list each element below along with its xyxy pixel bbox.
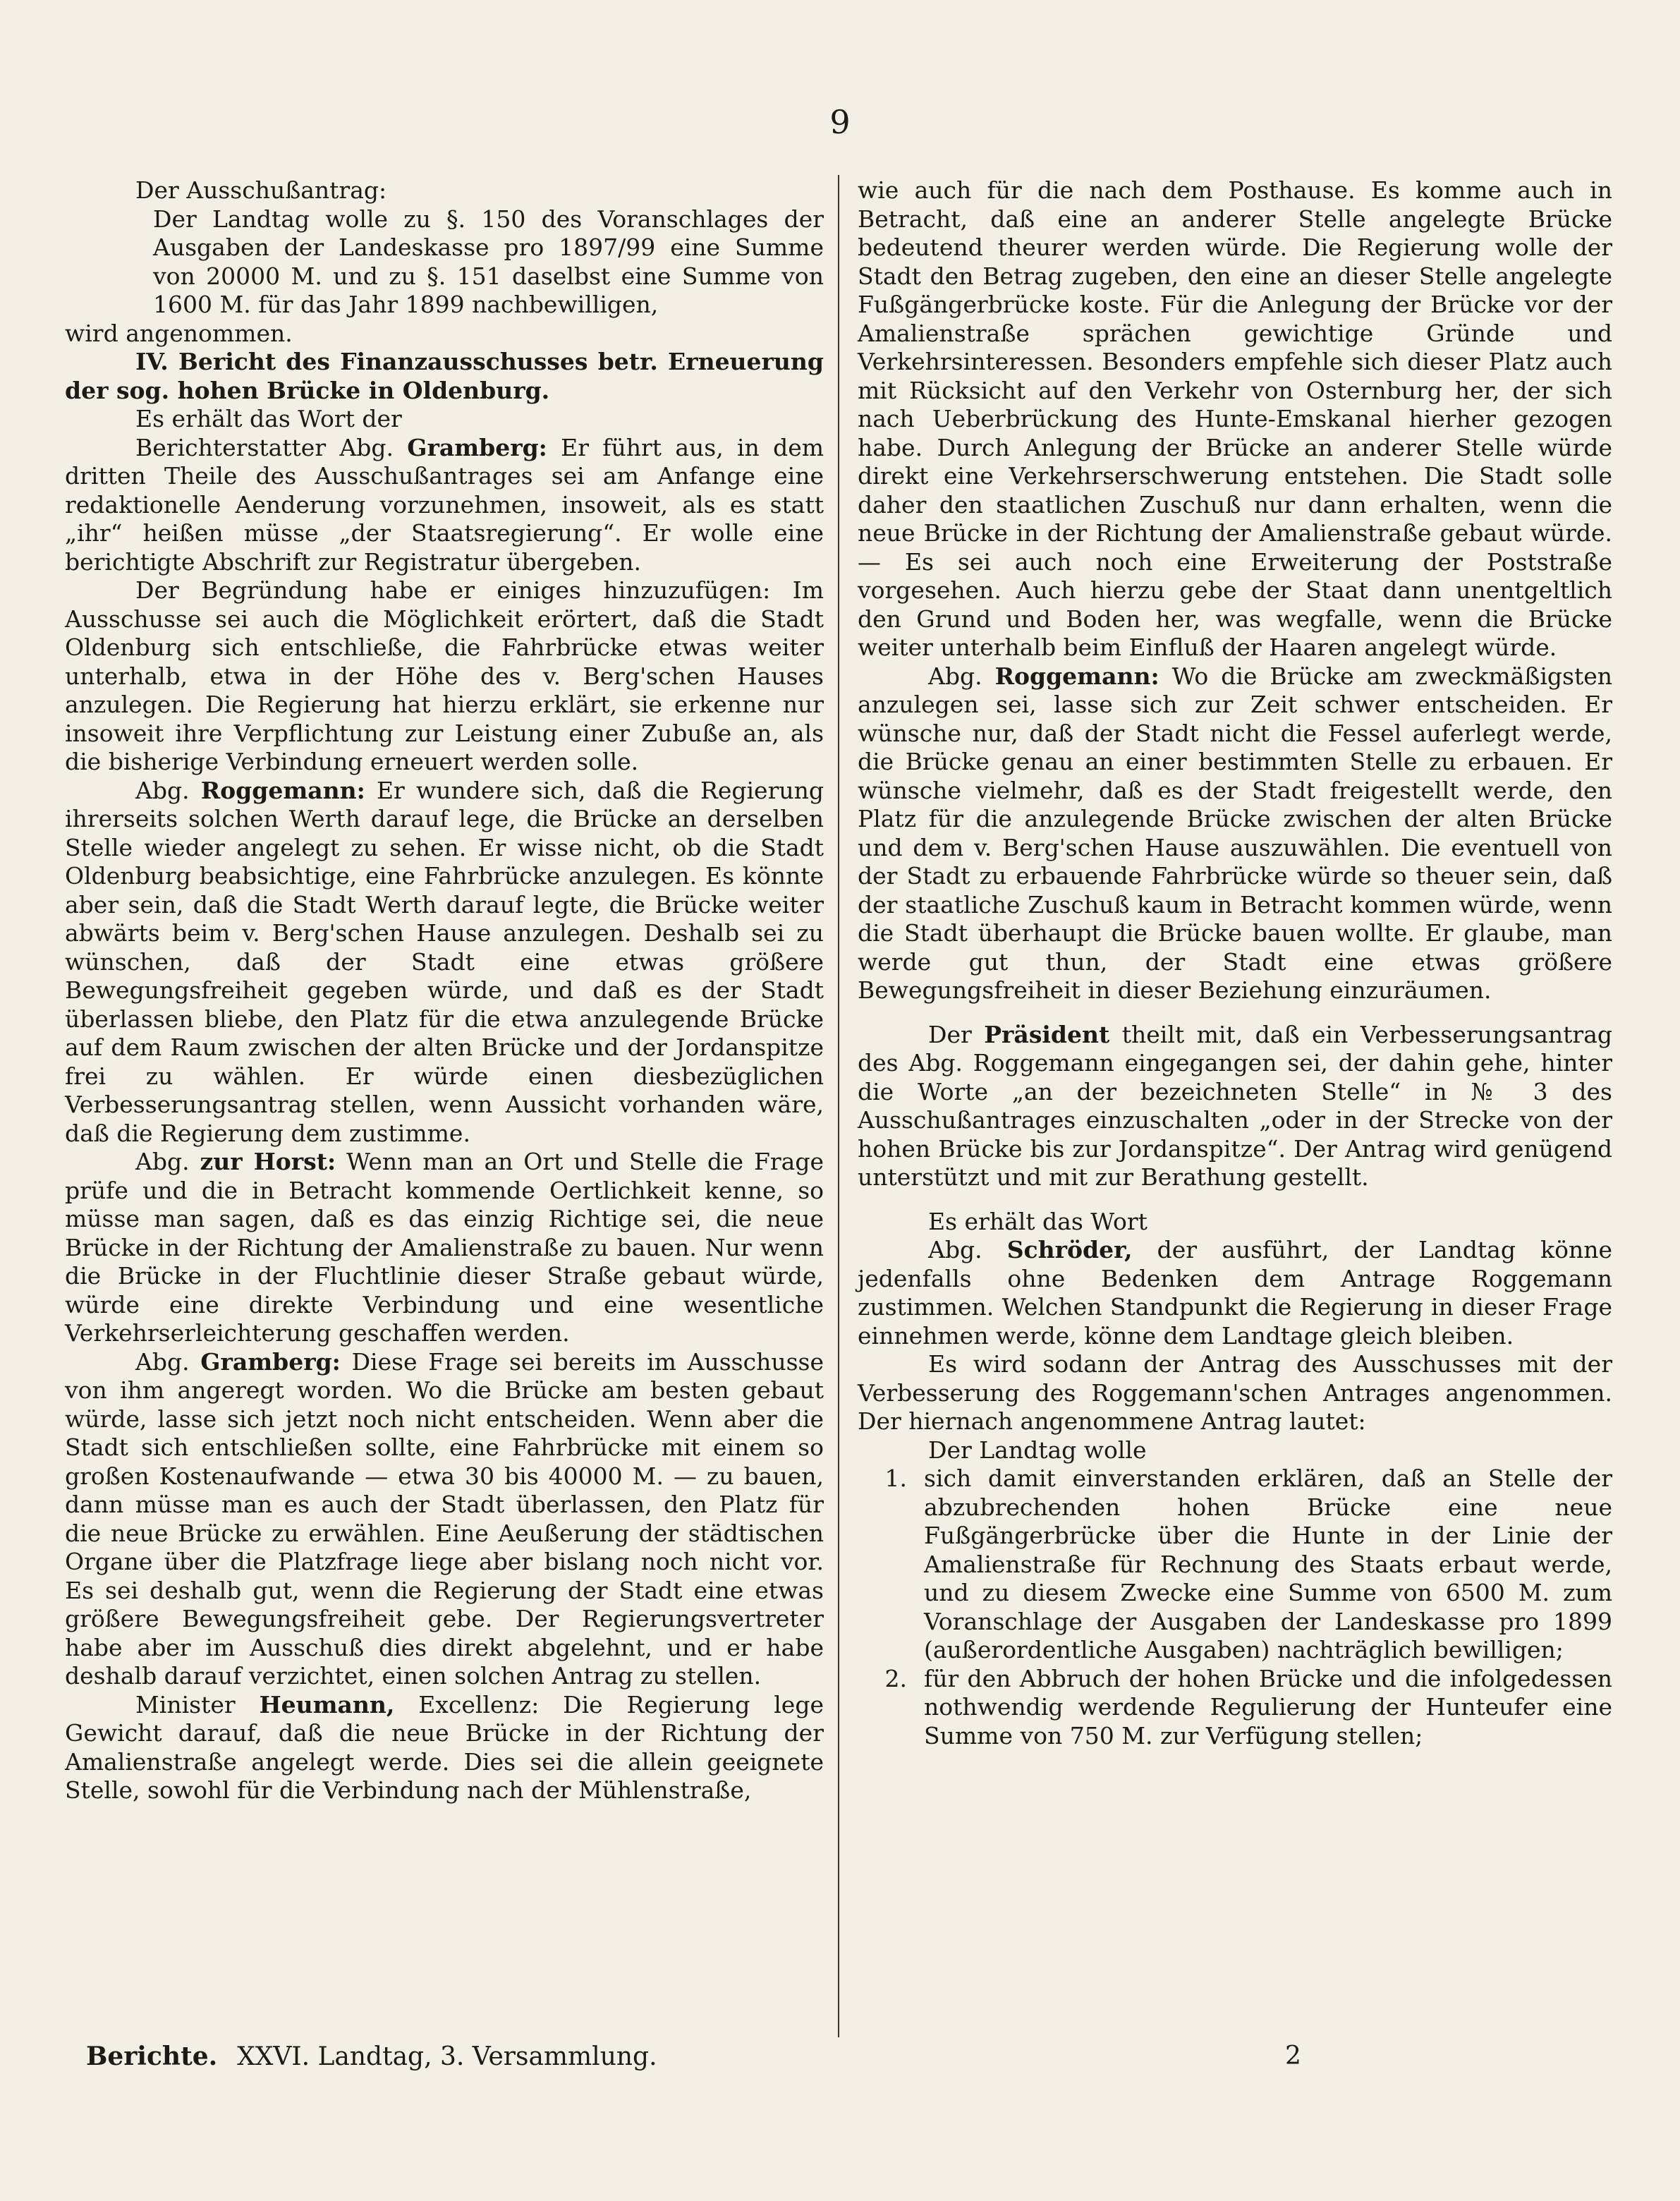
speech-text: theilt mit, daß ein Verbesserungsantrag des Abg. Roggemann eingegangen sei, der dahin gehe, hinter die Worte „an der bezeichneten Stelle“ in № 3 des Ausschußantrages einzuschalten „oder in der Strecke von der hohen Brücke bis zur Jordanspitze“. Der Antrag wird genügend unterstützt und mit zur Berathung gestellt. (858, 1020, 1612, 1191)
resolution-item-text: für den Abbruch der hohen Brücke und die infolgedessen nothwendig werdende Regulierung der Hunteufer eine Summe von 750 M. zur Verfügung stellen; (924, 1664, 1612, 1750)
resolution-item (858, 1665, 1612, 1751)
speaker-title: Abg. (928, 662, 982, 690)
speaker-title: Abg. (928, 1236, 982, 1263)
right-column (858, 176, 1612, 1750)
speaker-name: Roggemann: (200, 776, 365, 804)
speaker-title: Abg. (135, 1347, 190, 1376)
speaker-name: Gramberg: (200, 1347, 341, 1376)
page-number: 9 (829, 103, 851, 141)
speaker-title: Minister (135, 1690, 236, 1718)
footer-label: Berichte. (86, 2042, 218, 2071)
speaker-name: Schröder, (1006, 1236, 1133, 1263)
paragraph: Der Begründung habe er einiges hinzuzufügen: Im Ausschusse sei auch die Möglichkeit erörtert, daß die Stadt Oldenburg sich entschließe, die Fahrbrücke etwas weiter unterhalb, etwa in der Höhe des v. Berg'schen Hauses anzulegen. Die Regierung hat hierzu erklärt, sie erkenne nur insoweit ihre Verpflichtung zur Leistung einer Zubuße an, als die bisherige Verbindung erneuert werden solle. (65, 576, 824, 775)
column-divider (838, 175, 839, 2037)
speech-text: Wo die Brücke am zweckmäßigsten anzulegen sei, lasse sich zur Zeit schwer entscheiden. Er wünsche nur, daß der Stadt nicht die Fessel auferlegt werde, die Brücke genau an einer bestimmten Stelle zu erbauen. Er wünsche vielmehr, daß es der Stadt freigestellt werde, den Platz für die anzulegende Brücke zwischen der alten Brücke und dem v. Berg'schen Hause auszuwählen. Die eventuell von der Stadt zu erbauende Fahrbrücke würde so theuer sein, daß der staatliche Zuschuß kaum in Betracht kommen würde, wenn die Stadt überhaupt die Brücke bauen wollte. Er glaube, man werde gut thun, der Stadt eine etwas größere Bewegungsfreiheit in dieser Beziehung einzuräumen. (858, 662, 1612, 1004)
paragraph: Es erhält das Wort der (135, 405, 402, 432)
paragraph-gap (858, 1005, 1612, 1021)
paragraph (858, 1236, 1612, 1350)
resolution-item-text: sich damit einverstanden erklären, daß an Stelle der abzubrechenden hohen Brücke eine neue Fußgängerbrücke über die Hunte in der Linie der Amalienstraße für Rechnung des Staats erbaut werde, und zu diesem Zwecke eine Summe von 6500 M. zum Voranschlage der Ausgaben der Landeskasse pro 1899 (außerordentliche Ausgaben) nachträglich bewilligen; (924, 1465, 1612, 1663)
footer-signature: 2 (1285, 2042, 1301, 2070)
speaker-title: Berichterstatter Abg. (135, 433, 394, 461)
speaker-name: Gramberg: (407, 433, 547, 461)
paragraph: Der Landtag wolle zu §. 150 des Voranschlages der Ausgaben der Landeskasse pro 1897/99 eine Summe von 20000 M. und zu §. 151 daselbst eine Summe von 1600 M. für das Jahr 1899 nachbewilligen, (153, 205, 824, 318)
speaker-title: Abg. (135, 776, 190, 804)
speaker-title: Abg. (135, 1148, 190, 1175)
speech-text: Excellenz: Die Regierung lege Gewicht darauf, daß die neue Brücke in der Richtung der Amalienstraße angelegt werde. Dies sei die allein geeignete Stelle, sowohl für die Verbindung nach der Mühlenstraße, (65, 1690, 824, 1804)
resolution-item-number: 1. (884, 1465, 907, 1492)
speaker-name: zur Horst: (200, 1148, 336, 1175)
footer-session: XXVI. Landtag, 3. Versammlung. (237, 2042, 657, 2071)
left-column (65, 176, 824, 1805)
speaker-title: Der (928, 1020, 972, 1048)
speech-text: Er führt aus, in dem dritten Theile des Ausschußantrages sei am Anfange eine redaktionelle Aenderung vorzunehmen, insoweit, als es statt „ihr“ heißen müsse „der Staatsregierung“. Er wolle eine berichtigte Abschrift zur Registratur übergeben. (65, 433, 824, 576)
speaker-name: Roggemann: (994, 662, 1159, 690)
paragraph (65, 434, 824, 577)
paragraph: Es wird sodann der Antrag des Ausschusses mit der Verbesserung des Roggemann'schen Antrages angenommen. Der hiernach angenommene Antrag lautet: (858, 1350, 1612, 1435)
right-column-paragraphs (858, 176, 1612, 1465)
paragraph-gap (858, 1192, 1612, 1208)
paragraph (65, 1148, 824, 1348)
paragraph: Der Landtag wolle (928, 1436, 1147, 1464)
paragraph: Der Ausschußantrag: (135, 176, 387, 204)
footer-series (86, 2042, 657, 2071)
speech-text: Er wundere sich, daß die Regierung ihrerseits solchen Werth darauf lege, die Brücke an derselben Stelle wieder angelegt zu sehen. Er wisse nicht, ob die Stadt Oldenburg beabsichtige, eine Fahrbrücke anzulegen. Es könnte aber sein, daß die Stadt Werth darauf legte, die Brücke weiter abwärts beim v. Berg'schen Hause anzulegen. Deshalb sei zu wünschen, daß der Stadt eine etwas größere Bewegungsfreiheit gegeben würde, und daß es der Stadt überlassen bliebe, den Platz für die etwa anzulegende Brücke auf dem Raum zwischen der alten Brücke und der Jordanspitze frei zu wählen. Er würde einen diesbezüglichen Verbesserungsantrag stellen, wenn Aussicht vorhanden wäre, daß die Regierung dem zustimme. (65, 776, 824, 1147)
paragraph (65, 1691, 824, 1805)
speaker-name: Heumann, (259, 1690, 395, 1718)
resolution-item (858, 1465, 1612, 1665)
speaker-name: Präsident (984, 1020, 1110, 1048)
speech-text: der ausführt, der Landtag könne jedenfalls ohne Bedenken dem Antrage Roggemann zustimmen. Welchen Standpunkt die Regierung in dieser Frage einnehmen werde, könne dem Landtage gleich bleiben. (858, 1236, 1612, 1350)
speech-text: Diese Frage sei bereits im Ausschusse von ihm angeregt worden. Wo die Brücke am besten gebaut würde, lasse sich jetzt noch nicht entscheiden. Wenn aber die Stadt sich entschließen sollte, eine Fahrbrücke mit einem so großen Kostenaufwande — etwa 30 bis 40000 M. — zu bauen, dann müsse man es auch der Stadt überlassen, den Platz für die neue Brücke zu erwählen. Eine Aeußerung der städtischen Organe über die Platzfrage liege aber bislang noch nicht vor. Es sei deshalb gut, wenn die Regierung der Stadt eine etwas größere Bewegungsfreiheit gebe. Der Regierungsvertreter habe aber im Ausschuß dies direkt abgelehnt, und er habe deshalb darauf verzichtet, einen solchen Antrag zu stellen. (65, 1347, 824, 1690)
resolution-item-number: 2. (884, 1664, 907, 1692)
paragraph (858, 662, 1612, 1005)
section-heading: IV. Bericht des Finanzausschusses betr. Erneuerung der sog. hohen Brücke in Oldenburg. (65, 348, 824, 404)
speech-text: Wenn man an Ort und Stelle die Frage prüfe und die in Betracht kommende Oertlichkeit kenne, so müsse man sagen, daß es das einzig Richtige sei, die neue Brücke in der Richtung der Amalienstraße zu bauen. Nur wenn die Brücke in der Fluchtlinie dieser Straße gebaut würde, würde eine direkte Verbindung und eine wesentliche Verkehrserleichterung geschaffen werden. (65, 1148, 824, 1347)
paragraph: wird angenommen. (65, 319, 293, 347)
paragraph: Es erhält das Wort (928, 1207, 1148, 1235)
paragraph (858, 1021, 1612, 1192)
paragraph: wie auch für die nach dem Posthause. Es komme auch in Betracht, daß eine an anderer Stelle angelegte Brücke bedeutend theurer werden würde. Die Regierung wolle der Stadt den Betrag zugeben, den eine an dieser Stelle angelegte Fußgängerbrücke koste. Für die Anlegung der Brücke vor der Amalienstraße sprächen gewichtige Gründe und Verkehrsinteressen. Besonders empfehle sich dieser Platz auch mit Rücksicht auf den Verkehr von Osternburg her, der sich nach Ueberbrückung des Hunte-Emskanal hierher gezogen habe. Durch Anlegung der Brücke an anderer Stelle würde direkt eine Verkehrserschwerung entstehen. Die Stadt solle daher den staatlichen Zuschuß nur dann erhalten, wenn die neue Brücke in der Richtung der Amalienstraße gebaut würde. — Es sei auch noch eine Erweiterung der Poststraße vorgesehen. Auch hierzu gebe der Staat dann unentgeltlich den Grund und Boden her, was wegfalle, wenn die Brücke weiter unterhalb beim Einfluß der Haaren angelegt würde. (858, 176, 1612, 661)
paragraph (65, 1348, 824, 1691)
paragraph (65, 777, 824, 1148)
resolution-list (858, 1465, 1612, 1750)
